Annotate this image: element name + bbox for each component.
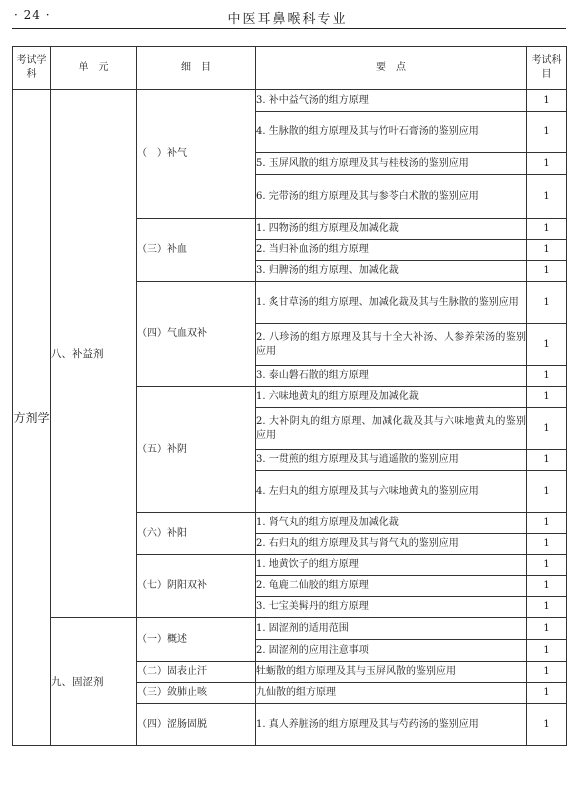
key-point-cell: 2. 右归丸的组方原理及其与肾气丸的鉴别应用 bbox=[256, 534, 527, 555]
key-point-cell: 3. 归脾汤的组方原理、加减化裁 bbox=[256, 261, 527, 282]
col-header-subject: 考试学科 bbox=[13, 47, 51, 90]
col-header-unit: 单 元 bbox=[51, 47, 137, 90]
level-cell: 1 bbox=[527, 324, 567, 366]
key-point-cell: 3. 泰山磐石散的组方原理 bbox=[256, 366, 527, 387]
level-cell: 1 bbox=[527, 175, 567, 219]
table-header-row bbox=[13, 47, 567, 90]
subject-cell: 方剂学 bbox=[13, 90, 51, 746]
sub-item-cell: （六）补阳 bbox=[137, 513, 256, 555]
level-cell: 1 bbox=[527, 90, 567, 112]
key-point-cell: 1. 肾气丸的组方原理及加减化裁 bbox=[256, 513, 527, 534]
level-cell: 1 bbox=[527, 576, 567, 597]
level-cell: 1 bbox=[527, 261, 567, 282]
col-header-keypoints: 要 点 bbox=[256, 47, 527, 90]
key-point-cell: 2. 固涩剂的应用注意事项 bbox=[256, 640, 527, 662]
sub-item-cell: （四）涩肠固脱 bbox=[137, 704, 256, 746]
level-cell: 1 bbox=[527, 513, 567, 534]
level-cell: 1 bbox=[527, 471, 567, 513]
page-number: · 24 · bbox=[14, 8, 51, 22]
level-cell: 1 bbox=[527, 219, 567, 240]
col-header-level: 考试科目 bbox=[527, 47, 567, 90]
level-cell: 1 bbox=[527, 408, 567, 450]
sub-item-cell: （三）补血 bbox=[137, 219, 256, 282]
col-header-sub: 细 目 bbox=[137, 47, 256, 90]
syllabus-table bbox=[12, 46, 567, 746]
key-point-cell: 2. 大补阴丸的组方原理、加减化裁及其与六味地黄丸的鉴别应用 bbox=[256, 408, 527, 450]
key-point-cell: 2. 八珍汤的组方原理及其与十全大补汤、人参养荣汤的鉴别应用 bbox=[256, 324, 527, 366]
level-cell: 1 bbox=[527, 112, 567, 153]
level-cell: 1 bbox=[527, 704, 567, 746]
key-point-cell: 九仙散的组方原理 bbox=[256, 683, 527, 704]
key-point-cell: 4. 左归丸的组方原理及其与六味地黄丸的鉴别应用 bbox=[256, 471, 527, 513]
key-point-cell: 6. 完带汤的组方原理及其与参苓白术散的鉴别应用 bbox=[256, 175, 527, 219]
key-point-cell: 1. 六味地黄丸的组方原理及加减化裁 bbox=[256, 387, 527, 408]
sub-item-cell: （ ）补气 bbox=[137, 90, 256, 219]
key-point-cell: 2. 当归补血汤的组方原理 bbox=[256, 240, 527, 261]
key-point-cell: 1. 地黄饮子的组方原理 bbox=[256, 555, 527, 576]
key-point-cell: 3. 补中益气汤的组方原理 bbox=[256, 90, 527, 112]
sub-item-cell: （七）阴阳双补 bbox=[137, 555, 256, 618]
level-cell: 1 bbox=[527, 555, 567, 576]
level-cell: 1 bbox=[527, 662, 567, 683]
level-cell: 1 bbox=[527, 640, 567, 662]
sub-item-cell: （三）敛肺止咳 bbox=[137, 683, 256, 704]
page-header-title: 中医耳鼻喉科专业 bbox=[227, 12, 348, 27]
level-cell: 1 bbox=[527, 450, 567, 471]
key-point-cell: 2. 龟鹿二仙胶的组方原理 bbox=[256, 576, 527, 597]
sub-item-cell: （五）补阴 bbox=[137, 387, 256, 513]
level-cell: 1 bbox=[527, 534, 567, 555]
level-cell: 1 bbox=[527, 597, 567, 618]
level-cell: 1 bbox=[527, 153, 567, 175]
unit-cell: 八、补益剂 bbox=[51, 90, 137, 618]
table-row bbox=[13, 618, 567, 640]
key-point-cell: 1. 固涩剂的适用范围 bbox=[256, 618, 527, 640]
level-cell: 1 bbox=[527, 366, 567, 387]
key-point-cell: 4. 生脉散的组方原理及其与竹叶石膏汤的鉴别应用 bbox=[256, 112, 527, 153]
key-point-cell: 3. 一贯煎的组方原理及其与逍遥散的鉴别应用 bbox=[256, 450, 527, 471]
key-point-cell: 牡蛎散的组方原理及其与玉屏风散的鉴别应用 bbox=[256, 662, 527, 683]
level-cell: 1 bbox=[527, 387, 567, 408]
level-cell: 1 bbox=[527, 240, 567, 261]
sub-item-cell: （二）固表止汗 bbox=[137, 662, 256, 683]
level-cell: 1 bbox=[527, 618, 567, 640]
header-rule bbox=[12, 28, 566, 29]
sub-item-cell: （四）气血双补 bbox=[137, 282, 256, 387]
key-point-cell: 1. 炙甘草汤的组方原理、加减化裁及其与生脉散的鉴别应用 bbox=[256, 282, 527, 324]
table-row bbox=[13, 90, 567, 112]
sub-item-cell: （一）概述 bbox=[137, 618, 256, 662]
key-point-cell: 5. 玉屏风散的组方原理及其与桂枝汤的鉴别应用 bbox=[256, 153, 527, 175]
key-point-cell: 1. 四物汤的组方原理及加减化裁 bbox=[256, 219, 527, 240]
unit-cell: 九、固涩剂 bbox=[51, 618, 137, 746]
key-point-cell: 1. 真人养脏汤的组方原理及其与芍药汤的鉴别应用 bbox=[256, 704, 527, 746]
key-point-cell: 3. 七宝美髯丹的组方原理 bbox=[256, 597, 527, 618]
level-cell: 1 bbox=[527, 282, 567, 324]
level-cell: 1 bbox=[527, 683, 567, 704]
